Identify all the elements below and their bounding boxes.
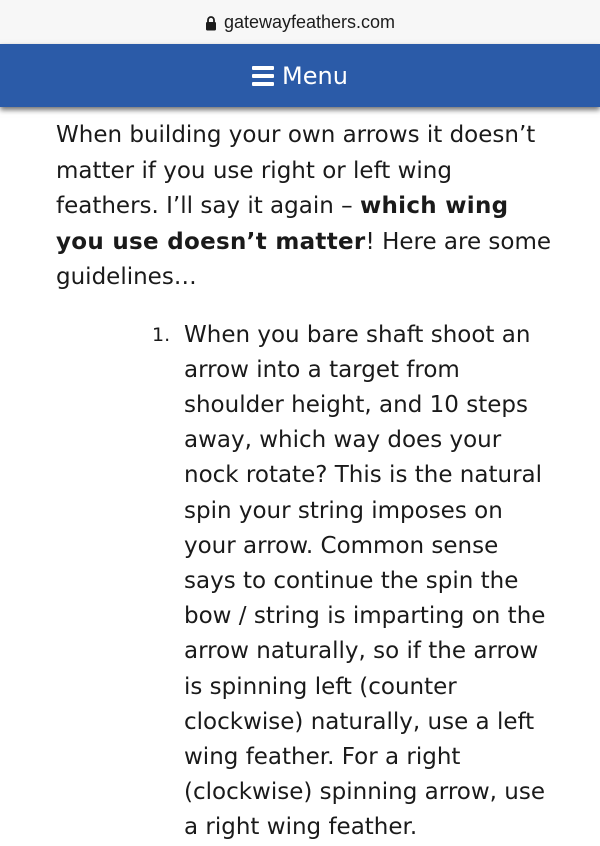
browser-address-bar[interactable]	[0, 0, 600, 44]
intro-paragraph	[56, 118, 556, 296]
url-text: gatewayfeathers.com	[223, 11, 396, 32]
intro-text: When building your own arrows it doesn’t matter if you use right or left wing feathers. I’ll say it again –	[56, 122, 536, 219]
list-item-text: When you bare shaft shoot an arrow into a target from shoulder height, and 10 steps away, which way does your nock rotate? This is the natural spin your string imposes on your arrow. Common sense says to continue the spin the bow / string is imparting on the arrow naturally, so if the arrow is spinning left (counter clockwise) naturally, use a left wing feather. For a right (clockwise) spinning arrow, use a right wing feather.	[184, 321, 546, 841]
guidelines-list	[152, 318, 556, 846]
list-item	[152, 318, 556, 846]
list-item-number: 1.	[152, 323, 171, 346]
lock-icon	[205, 16, 217, 31]
intro-emphasis: which wing you use doesn’t matter	[56, 193, 509, 255]
intro-text-end: ! Here are some guidelines…	[56, 228, 552, 290]
menu-toggle-button[interactable]	[0, 44, 600, 107]
hamburger-menu-icon	[252, 66, 274, 86]
article-body	[56, 118, 556, 846]
menu-label: Menu	[282, 61, 348, 90]
